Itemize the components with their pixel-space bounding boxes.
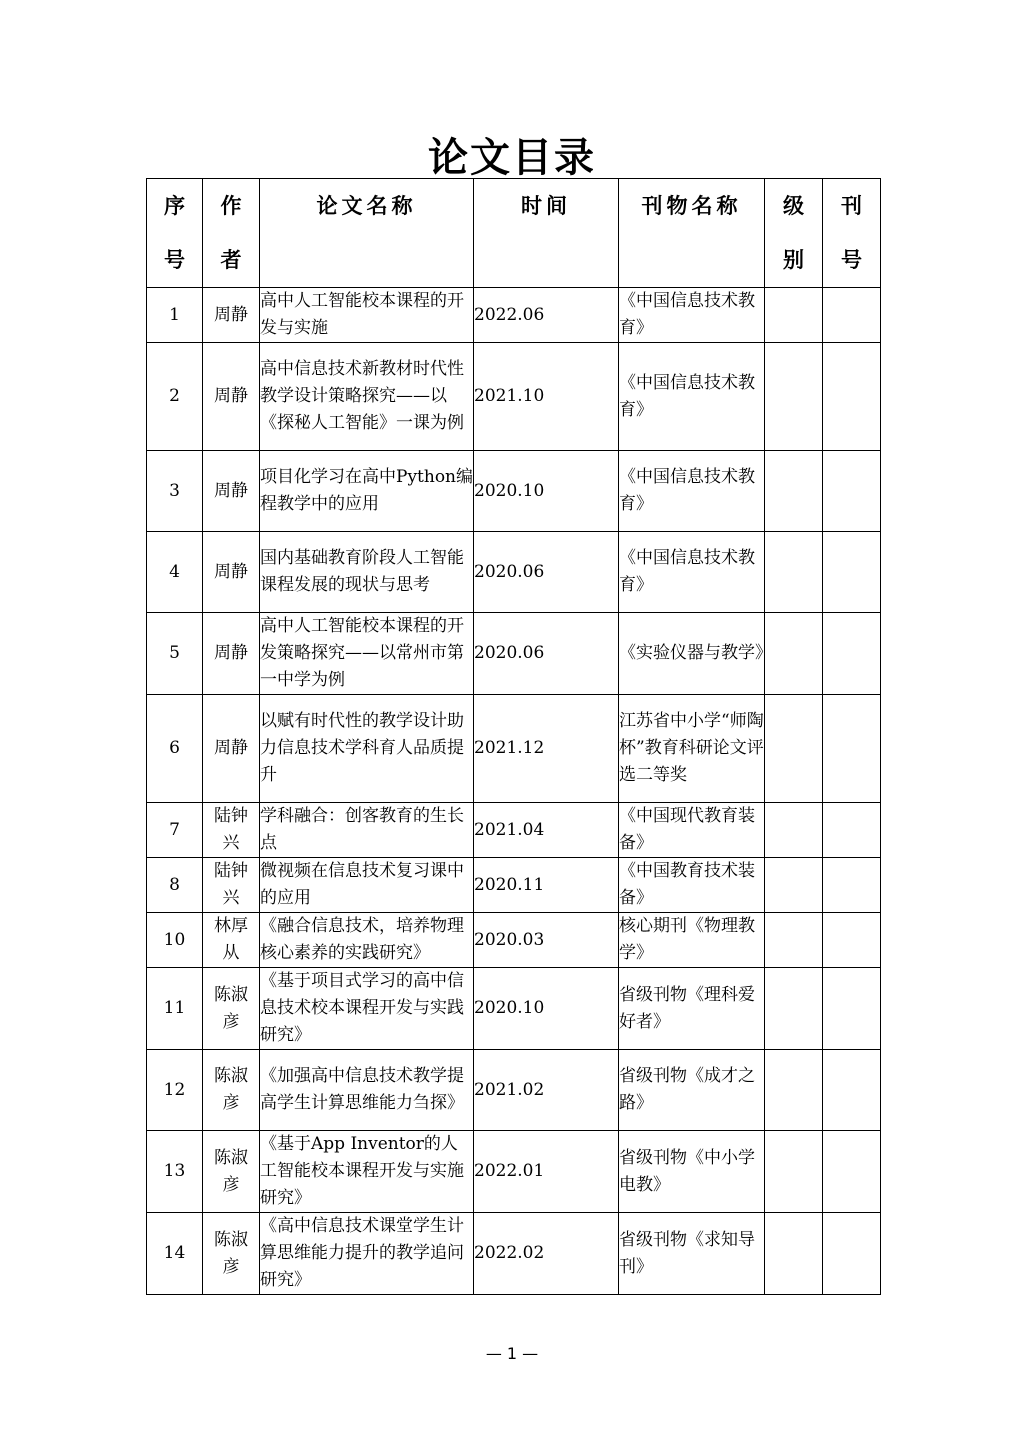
- table-row: [147, 913, 881, 968]
- row-level: [765, 1213, 823, 1295]
- row-time: 2022.01: [474, 1131, 619, 1213]
- row-time: 2022.06: [474, 288, 619, 343]
- row-number: 1: [147, 288, 203, 343]
- row-issue: [823, 858, 881, 913]
- row-issue: [823, 343, 881, 451]
- row-number: 6: [147, 695, 203, 803]
- row-paper-title: 微视频在信息技术复习课中的应用: [260, 858, 474, 913]
- row-issue: [823, 451, 881, 532]
- row-level: [765, 1050, 823, 1131]
- row-issue: [823, 803, 881, 858]
- row-journal: 《中国信息技术教育》: [619, 451, 765, 532]
- table-row: [147, 968, 881, 1050]
- table-row: [147, 803, 881, 858]
- table-row: [147, 695, 881, 803]
- header-issue: 刊号: [823, 179, 881, 288]
- row-paper-title: 项目化学习在高中Python编程教学中的应用: [260, 451, 474, 532]
- row-number: 2: [147, 343, 203, 451]
- row-time: 2020.10: [474, 968, 619, 1050]
- row-journal: 江苏省中小学“师陶杯”教育科研论文评选二等奖: [619, 695, 765, 803]
- row-issue: [823, 1050, 881, 1131]
- row-level: [765, 858, 823, 913]
- row-time: 2020.06: [474, 613, 619, 695]
- row-number: 7: [147, 803, 203, 858]
- row-author: 林厚从: [203, 913, 260, 968]
- row-author: 陈淑彦: [203, 1131, 260, 1213]
- row-author: 周静: [203, 343, 260, 451]
- row-journal: 省级刊物《成才之路》: [619, 1050, 765, 1131]
- row-paper-title: 《高中信息技术课堂学生计算思维能力提升的教学追问研究》: [260, 1213, 474, 1295]
- row-issue: [823, 613, 881, 695]
- row-author: 陈淑彦: [203, 1050, 260, 1131]
- row-time: 2021.12: [474, 695, 619, 803]
- row-time: 2020.11: [474, 858, 619, 913]
- row-time: 2022.02: [474, 1213, 619, 1295]
- table-row: [147, 1213, 881, 1295]
- row-time: 2020.06: [474, 532, 619, 613]
- header-row: [147, 179, 881, 288]
- header-no: 序号: [147, 179, 203, 288]
- header-author: 作者: [203, 179, 260, 288]
- row-paper-title: 《基于项目式学习的高中信息技术校本课程开发与实践研究》: [260, 968, 474, 1050]
- row-level: [765, 451, 823, 532]
- row-number: 12: [147, 1050, 203, 1131]
- header-journal: 刊物名称: [619, 179, 765, 288]
- header-time: 时间: [474, 179, 619, 288]
- row-journal: 省级刊物《中小学电教》: [619, 1131, 765, 1213]
- row-time: 2020.03: [474, 913, 619, 968]
- row-paper-title: 高中人工智能校本课程的开发策略探究——以常州市第一中学为例: [260, 613, 474, 695]
- row-number: 8: [147, 858, 203, 913]
- row-issue: [823, 1213, 881, 1295]
- row-journal: 核心期刊《物理教学》: [619, 913, 765, 968]
- row-paper-title: 《融合信息技术，培养物理核心素养的实践研究》: [260, 913, 474, 968]
- row-number: 13: [147, 1131, 203, 1213]
- row-number: 11: [147, 968, 203, 1050]
- row-journal: 省级刊物《理科爱好者》: [619, 968, 765, 1050]
- row-number: 3: [147, 451, 203, 532]
- table-row: [147, 1050, 881, 1131]
- header-level: 级别: [765, 179, 823, 288]
- row-number: 14: [147, 1213, 203, 1295]
- row-level: [765, 288, 823, 343]
- row-issue: [823, 288, 881, 343]
- table-row: [147, 343, 881, 451]
- row-level: [765, 343, 823, 451]
- paper-list-table: [146, 178, 881, 1295]
- row-time: 2021.02: [474, 1050, 619, 1131]
- row-author: 周静: [203, 532, 260, 613]
- row-author: 周静: [203, 613, 260, 695]
- row-paper-title: 《加强高中信息技术教学提高学生计算思维能力刍探》: [260, 1050, 474, 1131]
- row-time: 2020.10: [474, 451, 619, 532]
- row-author: 周静: [203, 451, 260, 532]
- row-level: [765, 1131, 823, 1213]
- row-journal: 《实验仪器与教学》: [619, 613, 765, 695]
- row-author: 陆钟兴: [203, 803, 260, 858]
- row-paper-title: 高中人工智能校本课程的开发与实施: [260, 288, 474, 343]
- row-journal: 《中国现代教育装备》: [619, 803, 765, 858]
- row-issue: [823, 695, 881, 803]
- row-paper-title: 国内基础教育阶段人工智能课程发展的现状与思考: [260, 532, 474, 613]
- row-level: [765, 968, 823, 1050]
- row-issue: [823, 532, 881, 613]
- row-paper-title: 高中信息技术新教材时代性教学设计策略探究——以《探秘人工智能》一课为例: [260, 343, 474, 451]
- row-time: 2021.04: [474, 803, 619, 858]
- row-number: 5: [147, 613, 203, 695]
- row-level: [765, 532, 823, 613]
- page-number: — 1 —: [485, 1344, 539, 1363]
- table-row: [147, 532, 881, 613]
- row-journal: 《中国信息技术教育》: [619, 343, 765, 451]
- row-journal: 《中国信息技术教育》: [619, 288, 765, 343]
- table-row: [147, 1131, 881, 1213]
- table-row: [147, 288, 881, 343]
- row-issue: [823, 1131, 881, 1213]
- table-row: [147, 858, 881, 913]
- row-journal: 《中国信息技术教育》: [619, 532, 765, 613]
- row-number: 4: [147, 532, 203, 613]
- row-level: [765, 913, 823, 968]
- row-journal: 省级刊物《求知导刊》: [619, 1213, 765, 1295]
- row-number: 10: [147, 913, 203, 968]
- row-author: 陆钟兴: [203, 858, 260, 913]
- table-row: [147, 451, 881, 532]
- row-paper-title: 《基于App Inventor的人工智能校本课程开发与实施研究》: [260, 1131, 474, 1213]
- row-paper-title: 以赋有时代性的教学设计助力信息技术学科育人品质提升: [260, 695, 474, 803]
- row-paper-title: 学科融合：创客教育的生长点: [260, 803, 474, 858]
- row-author: 周静: [203, 288, 260, 343]
- row-author: 周静: [203, 695, 260, 803]
- row-journal: 《中国教育技术装备》: [619, 858, 765, 913]
- header-paper-title: 论文名称: [260, 179, 474, 288]
- row-time: 2021.10: [474, 343, 619, 451]
- row-level: [765, 695, 823, 803]
- table-row: [147, 613, 881, 695]
- row-author: 陈淑彦: [203, 1213, 260, 1295]
- row-issue: [823, 913, 881, 968]
- page-title: 论文目录: [428, 135, 596, 181]
- row-level: [765, 803, 823, 858]
- row-level: [765, 613, 823, 695]
- row-issue: [823, 968, 881, 1050]
- row-author: 陈淑彦: [203, 968, 260, 1050]
